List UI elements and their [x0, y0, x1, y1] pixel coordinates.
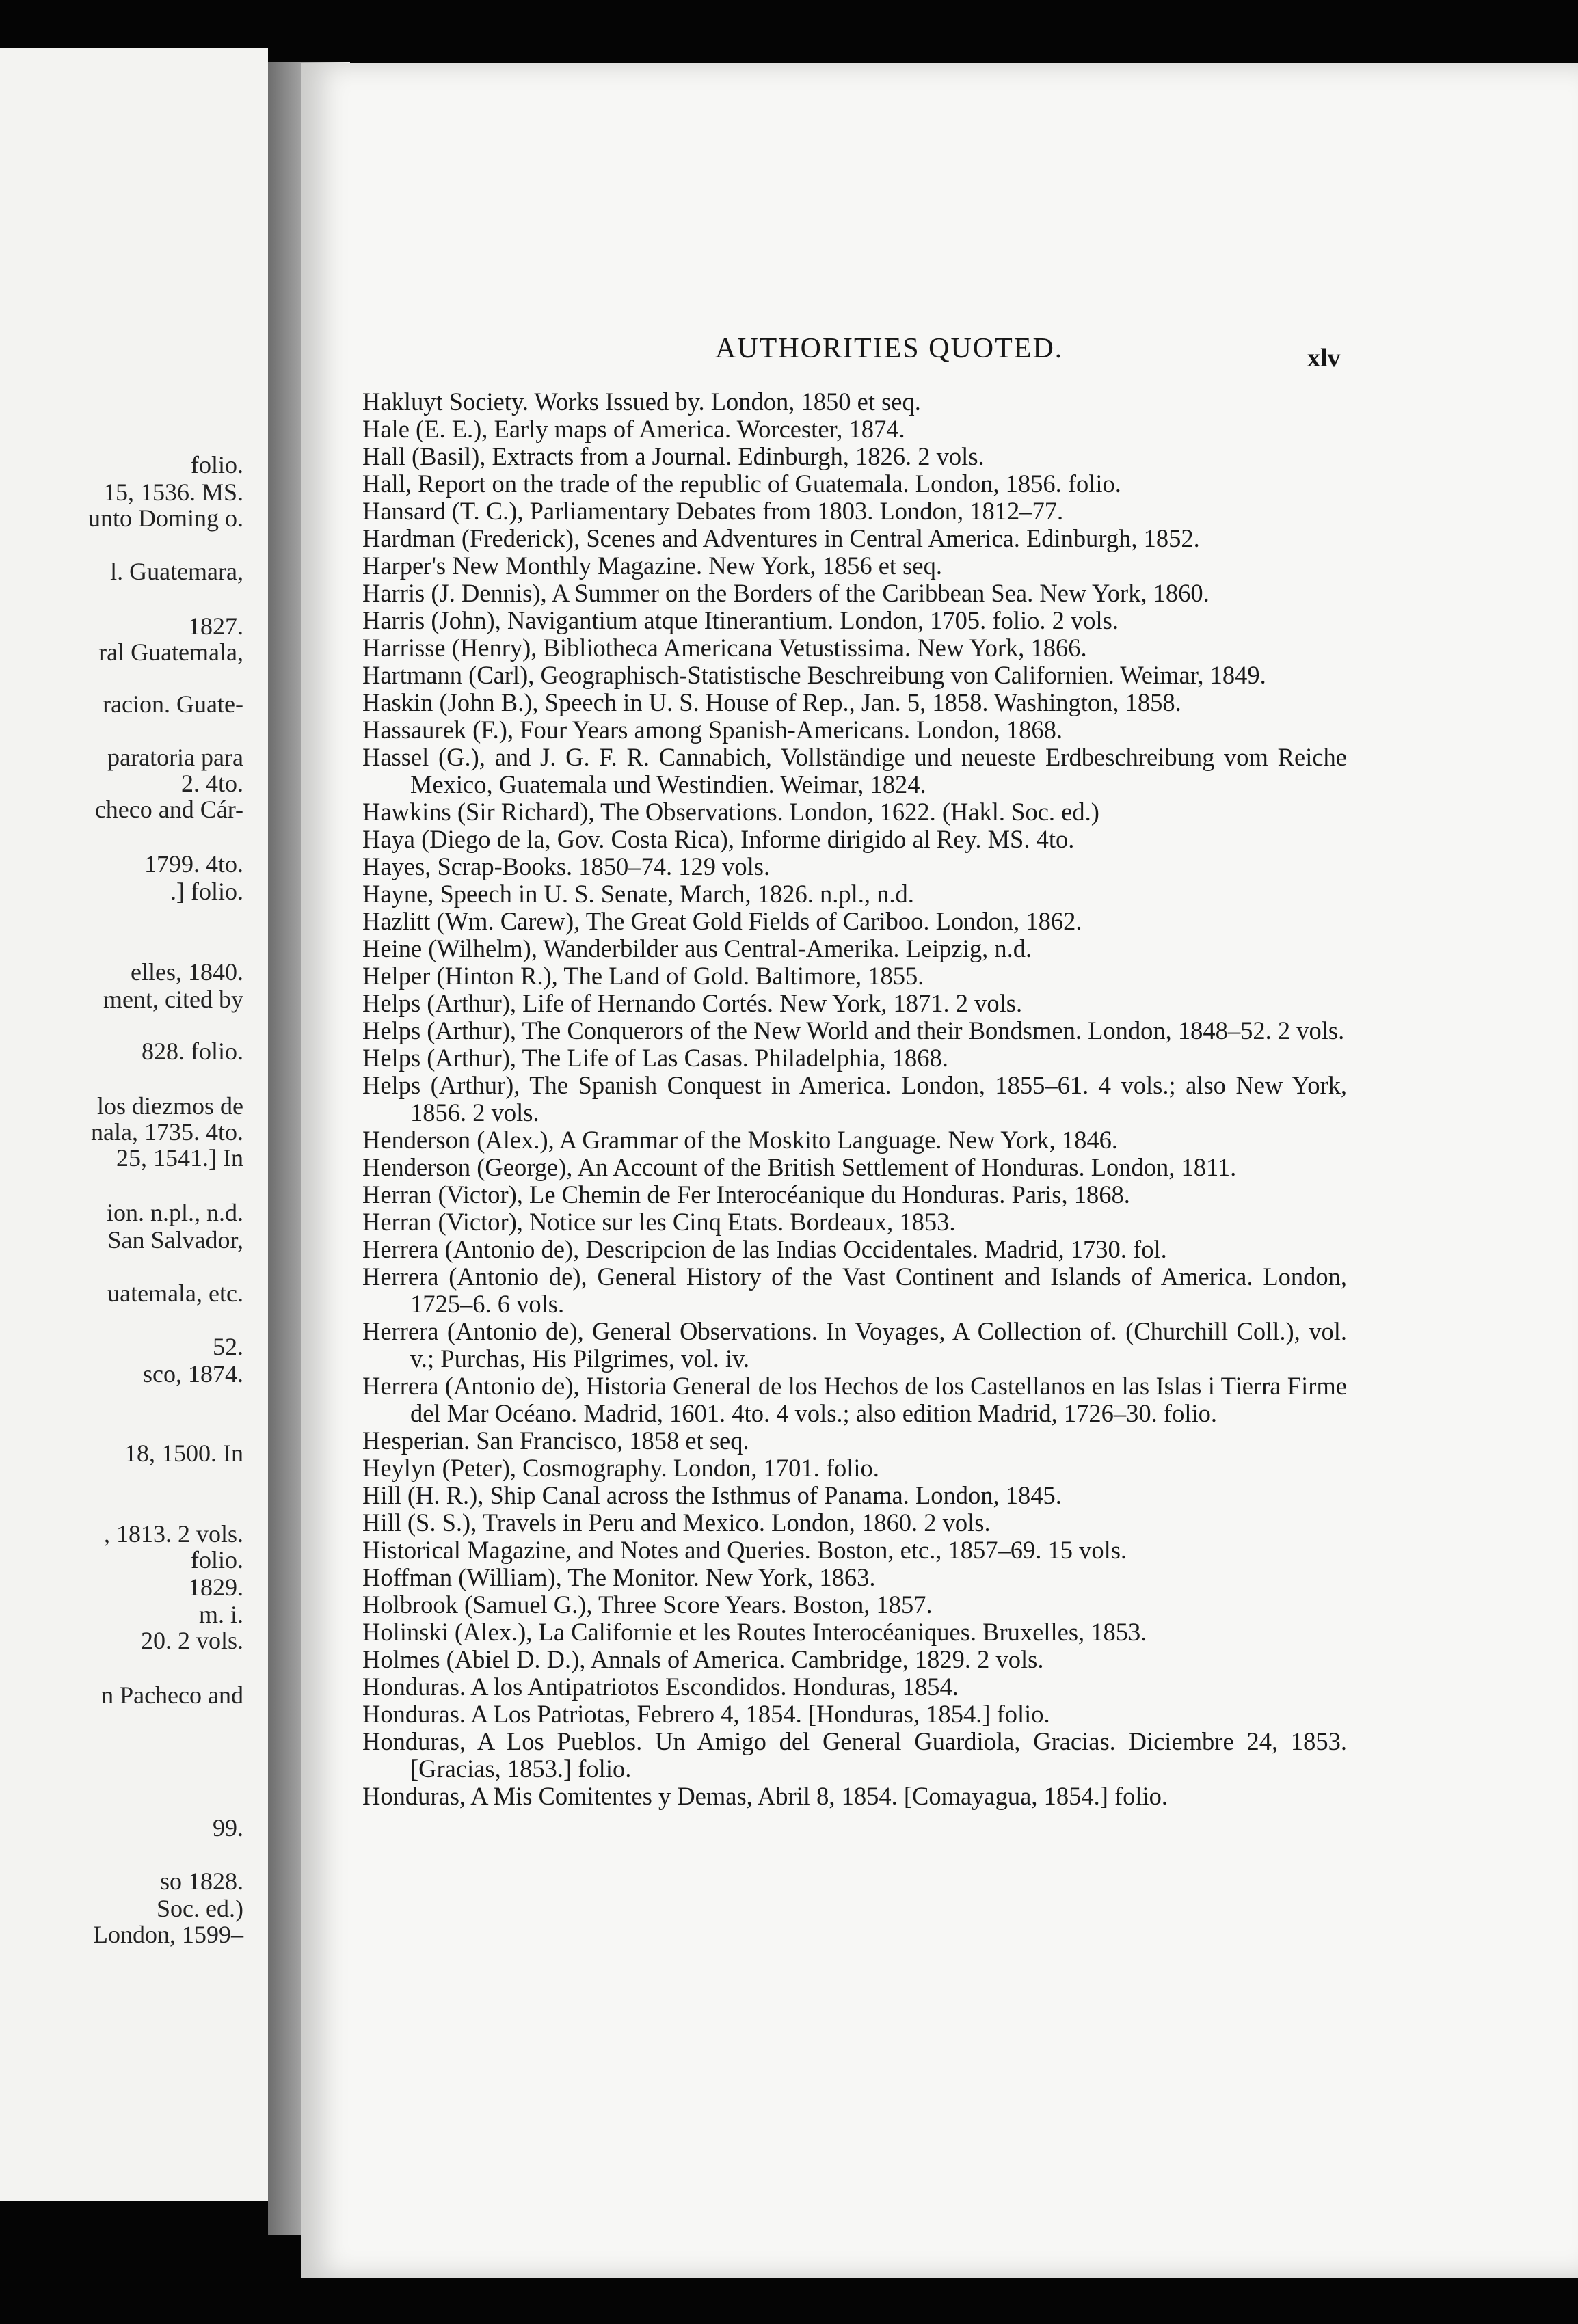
bibliography-entry: Hale (E. E.), Early maps of America. Worcester, 1874.	[362, 415, 905, 443]
left-page-line: 1827.	[188, 612, 243, 640]
left-page-line: , 1813. 2 vols.	[103, 1520, 243, 1548]
left-page-line: folio.	[191, 1546, 243, 1573]
left-page-line: elles, 1840.	[131, 958, 243, 986]
left-page-line: 15, 1536. MS.	[103, 478, 243, 506]
left-page-line: ral Guatemala,	[98, 638, 243, 666]
bibliography-entry: Hall, Report on the trade of the republic of Guatemala. London, 1856. folio.	[362, 470, 1121, 498]
bibliography-entry: Hakluyt Society. Works Issued by. London, 1850 et seq.	[362, 388, 921, 416]
bibliography-entry: Hassel (G.), and J. G. F. R. Cannabich, Vollständige und neueste Erdbeschreibung vom Reiche Mexico, Guatemala und Westindien. Weimar, 1824.	[362, 743, 1347, 798]
bibliography-entry: Helper (Hinton R.), The Land of Gold. Baltimore, 1855.	[362, 962, 924, 990]
bibliography-entry: Hardman (Frederick), Scenes and Adventures in Central America. Edinburgh, 1852.	[362, 524, 1200, 552]
left-page-line: 828. folio.	[142, 1038, 243, 1065]
left-page-line: uatemala, etc.	[107, 1280, 243, 1307]
page-title: AUTHORITIES QUOTED.	[715, 333, 1064, 364]
bibliography-entry: Harrisse (Henry), Bibliotheca Americana Vetustissima. New York, 1866.	[362, 634, 1087, 662]
bibliography-entry: Harris (J. Dennis), A Summer on the Borders of the Caribbean Sea. New York, 1860.	[362, 579, 1209, 607]
bibliography-entry: Holbrook (Samuel G.), Three Score Years. Boston, 1857.	[362, 1591, 933, 1619]
bibliography-entry: Heine (Wilhelm), Wanderbilder aus Central-Amerika. Leipzig, n.d.	[362, 934, 1032, 962]
bibliography-entry: Hazlitt (Wm. Carew), The Great Gold Fields of Cariboo. London, 1862.	[362, 907, 1082, 935]
bibliography-entry: Honduras, A Mis Comitentes y Demas, Abril 8, 1854. [Comayagua, 1854.] folio.	[362, 1782, 1168, 1810]
bibliography-entry: Hawkins (Sir Richard), The Observations. London, 1622. (Hakl. Soc. ed.)	[362, 798, 1099, 826]
bibliography-entry: Helps (Arthur), The Conquerors of the New World and their Bondsmen. London, 1848–52. 2 vols.	[362, 1016, 1345, 1044]
bibliography-entry: Hayes, Scrap-Books. 1850–74. 129 vols.	[362, 852, 771, 880]
bibliography-entry: Herran (Victor), Notice sur les Cinq Etats. Bordeaux, 1853.	[362, 1208, 956, 1236]
left-page-line: 18, 1500. In	[124, 1440, 243, 1467]
left-page-line: sco, 1874.	[143, 1360, 243, 1388]
left-page-line: los diezmos de	[97, 1092, 243, 1120]
bibliography-entry: Helps (Arthur), The Spanish Conquest in America. London, 1855–61. 4 vols.; also New York, 1856. 2 vols.	[362, 1071, 1347, 1126]
left-page-line: ion. n.pl., n.d.	[106, 1199, 243, 1226]
left-page-line: paratoria para	[107, 744, 243, 771]
bibliography-entry: Helps (Arthur), Life of Hernando Cortés. New York, 1871. 2 vols.	[362, 989, 1023, 1017]
bibliography-entry: Historical Magazine, and Notes and Queries. Boston, etc., 1857–69. 15 vols.	[362, 1536, 1127, 1564]
bibliography-entry: Honduras. A los Antipatriotos Escondidos. Honduras, 1854.	[362, 1673, 959, 1701]
left-page-line: folio.	[191, 451, 243, 478]
bibliography-list	[362, 388, 1347, 1810]
bibliography-entry: Hansard (T. C.), Parliamentary Debates from 1803. London, 1812–77.	[362, 497, 1064, 525]
bibliography-entry: Honduras, A Los Pueblos. Un Amigo del General Guardiola, Gracias. Diciembre 24, 1853. [Gracias, 1853.] folio.	[362, 1727, 1347, 1783]
left-page-line: 2. 4to.	[180, 770, 243, 797]
bibliography-entry: Henderson (Alex.), A Grammar of the Moskito Language. New York, 1846.	[362, 1126, 1118, 1154]
bibliography-entry: Hill (H. R.), Ship Canal across the Isthmus of Panama. London, 1845.	[362, 1481, 1062, 1509]
bibliography-entry: Hall (Basil), Extracts from a Journal. Edinburgh, 1826. 2 vols.	[362, 442, 985, 470]
left-page-line: Soc. ed.)	[157, 1895, 243, 1922]
left-page-line: ment, cited by	[103, 986, 243, 1013]
left-page-line: 25, 1541.] In	[116, 1144, 243, 1172]
left-page-line: m. i.	[198, 1601, 243, 1628]
left-page-line: 1829.	[188, 1573, 243, 1601]
left-page-line: 1799. 4to.	[144, 850, 243, 878]
bibliography-entry: Hoffman (William), The Monitor. New York, 1863.	[362, 1563, 876, 1591]
bibliography-entry: Hartmann (Carl), Geographisch-Statistische Beschreibung von Californien. Weimar, 1849.	[362, 661, 1266, 689]
left-page-line: n Pacheco and	[101, 1681, 243, 1709]
left-page-line: so 1828.	[159, 1867, 243, 1895]
left-page-line: racion. Guate-	[103, 690, 243, 718]
bibliography-entry: Honduras. A Los Patriotas, Febrero 4, 1854. [Honduras, 1854.] folio.	[362, 1700, 1050, 1728]
left-page-line: l. Guatemara,	[110, 558, 243, 585]
bibliography-entry: Helps (Arthur), The Life of Las Casas. Philadelphia, 1868.	[362, 1044, 948, 1072]
bibliography-entry: Herrera (Antonio de), General Observations. In Voyages, A Collection of. (Churchill Coll.), vol. v.; Purchas, His Pilgrimes, vol. iv.	[362, 1317, 1347, 1373]
bibliography-entry: Hayne, Speech in U. S. Senate, March, 1826. n.pl., n.d.	[362, 880, 914, 908]
left-page-line: checo and Cár-	[94, 796, 243, 823]
bibliography-entry: Harper's New Monthly Magazine. New York, 1856 et seq.	[362, 552, 942, 580]
bibliography-entry: Holmes (Abiel D. D.), Annals of America. Cambridge, 1829. 2 vols.	[362, 1645, 1044, 1673]
left-page-line: San Salvador,	[107, 1226, 243, 1254]
bibliography-entry: Haskin (John B.), Speech in U. S. House of Rep., Jan. 5, 1858. Washington, 1858.	[362, 688, 1181, 716]
left-page-line: 52.	[213, 1333, 243, 1360]
left-page-line: unto Doming o.	[88, 504, 243, 532]
bibliography-entry: Herrera (Antonio de), General History of the Vast Continent and Islands of America. London, 1725–6. 6 vols.	[362, 1262, 1347, 1318]
page-number: xlv	[1307, 344, 1341, 373]
bibliography-entry: Harris (John), Navigantium atque Itinerantium. London, 1705. folio. 2 vols.	[362, 606, 1119, 634]
left-facing-page	[0, 48, 268, 2201]
bibliography-entry: Holinski (Alex.), La Californie et les Routes Interocéaniques. Bruxelles, 1853.	[362, 1618, 1147, 1646]
bibliography-entry: Hesperian. San Francisco, 1858 et seq.	[362, 1427, 749, 1455]
bibliography-entry: Herran (Victor), Le Chemin de Fer Interocéanique du Honduras. Paris, 1868.	[362, 1180, 1130, 1208]
bibliography-entry: Hassaurek (F.), Four Years among Spanish-Americans. London, 1868.	[362, 716, 1063, 744]
left-page-line: 99.	[213, 1814, 243, 1841]
bibliography-entry: Haya (Diego de la, Gov. Costa Rica), Informe dirigido al Rey. MS. 4to.	[362, 825, 1075, 853]
left-page-line: London, 1599–	[93, 1921, 243, 1948]
left-page-line: .] folio.	[170, 878, 243, 905]
left-page-line: nala, 1735. 4to.	[91, 1118, 243, 1146]
bibliography-entry: Herrera (Antonio de), Descripcion de las Indias Occidentales. Madrid, 1730. fol.	[362, 1235, 1167, 1263]
bibliography-entry: Hill (S. S.), Travels in Peru and Mexico. London, 1860. 2 vols.	[362, 1509, 991, 1537]
left-page-line: 20. 2 vols.	[140, 1627, 243, 1654]
bibliography-entry: Heylyn (Peter), Cosmography. London, 1701. folio.	[362, 1454, 879, 1482]
bibliography-entry: Herrera (Antonio de), Historia General de los Hechos de los Castellanos en las Islas i Tierra Firme del Mar Océano. Madrid, 1601. 4to. 4 vols.; also edition Madrid, 1726–30. folio.	[362, 1372, 1347, 1427]
bibliography-entry: Henderson (George), An Account of the British Settlement of Honduras. London, 1811.	[362, 1153, 1237, 1181]
